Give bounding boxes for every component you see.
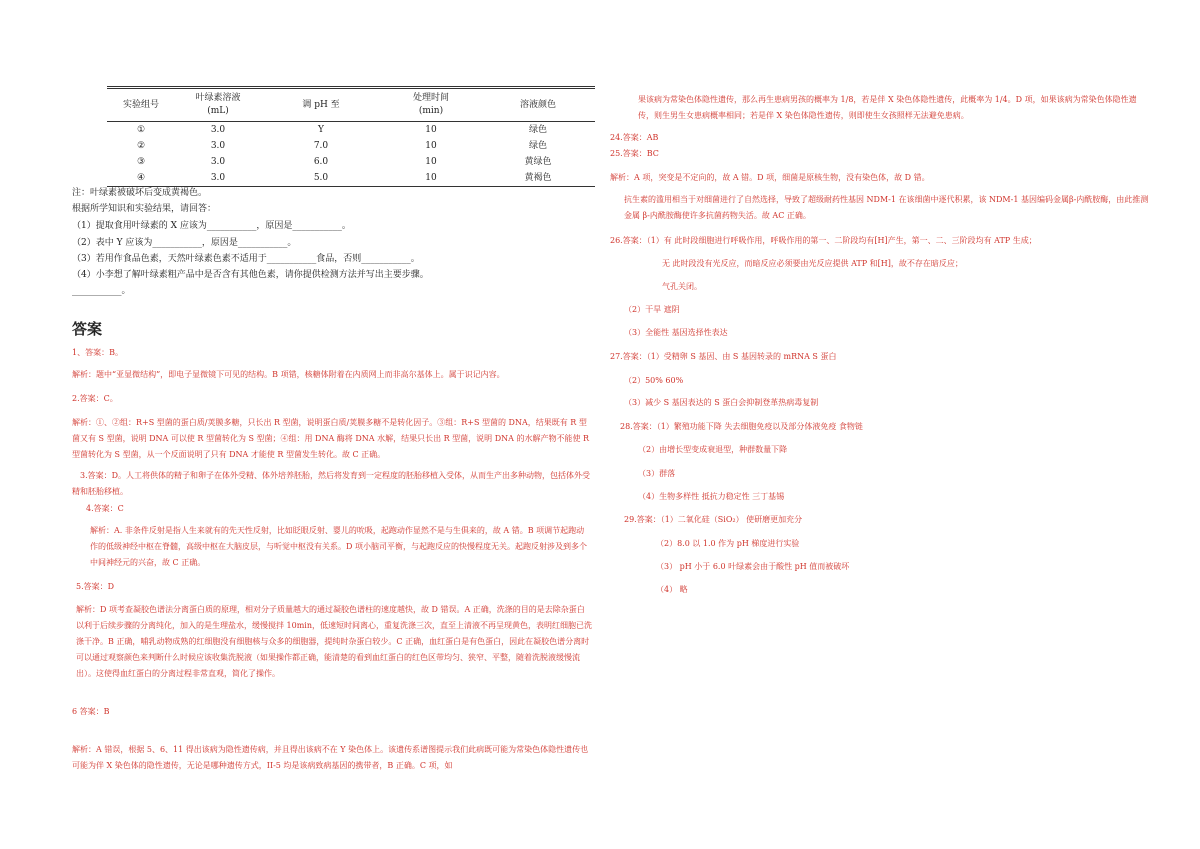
table-cell: ③ (136, 156, 146, 167)
table-header-cell: 调 pH 至 (302, 99, 340, 110)
answer-29: 29.答案：（1）二氧化硅（SiO₂） 使研磨更加充分 (624, 515, 803, 524)
answer-5: 5.答案：D (76, 582, 115, 591)
table-row (107, 138, 595, 154)
table-cell: ① (136, 124, 146, 135)
table-header-cell: 处理时间 (min) (412, 93, 449, 116)
table-header-row (107, 89, 595, 122)
answer-28-4: （4）生物多样性 抵抗力稳定性 三丁基锡 (638, 492, 785, 501)
table-cell: 黄褐色 (524, 172, 552, 183)
table-note: 注：叶绿素被破坏后变成黄褐色。 (72, 188, 208, 198)
question-3: （3）若用作食品色素，天然叶绿素色素不适用于___________食品，否则___________。 (72, 254, 420, 264)
table-cell: 10 (425, 124, 437, 135)
answer-1: 1、答案：B。 (72, 348, 123, 357)
table-cell: Y (318, 124, 324, 135)
answer-27: 27.答案：（1）受精卵 S 基因、由 S 基因转录的 mRNA S 蛋白 (610, 352, 837, 361)
table-cell: 绿色 (528, 124, 547, 135)
table-cell: 10 (425, 140, 437, 151)
table-header-cell: 实验组号 (122, 99, 159, 110)
table-cell: 3.0 (210, 124, 226, 135)
answer-28-3: （3）群落 (638, 469, 676, 478)
question-1: （1）提取食用叶绿素的 X 应该为___________，原因是___________。 (72, 221, 351, 231)
answer-6: 6 答案：B (72, 707, 110, 716)
answer-24: 24.答案：AB (610, 133, 659, 142)
answer-3: 3.答案：D。人工将供体的精子和卵子在体外受精、体外培养胚胎，然后将发育到一定程度的胚胎移植入受体，从而生产出多种动物，包括体外受精和胚胎移植。 (72, 471, 591, 496)
table-cell: 3.0 (210, 156, 226, 167)
table-top-rule (107, 86, 595, 87)
table-row (107, 170, 595, 187)
answer-29-3: （3） pH 小于 6.0 叶绿素会由于酸性 pH 值而被破坏 (656, 562, 850, 571)
table-row (107, 122, 595, 139)
answer-25-explanation: 解析：A 项，突变是不定向的，故 A 错。D 项，细菌是原核生物，没有染色体，故 D 错。 (610, 173, 930, 182)
answer-4-explanation: 解析：A. 非条件反射是指人生来就有的先天性反射，比如眨眼反射、婴儿的吮吸，起跑动作显然不是与生俱来的，故 A 错。B 项调节起跑动作的低级神经中枢在脊髓，高级中枢在大脑皮层，与听觉中枢没有关系。D 项小脑司平衡，与起跑反应的快慢程度无关。起跑反射涉及到多个中间神经元的兴奋，故 C 正确。 (90, 526, 587, 567)
experiment-table (107, 88, 595, 187)
answer-6-explanation: 解析：A 错误，根据 5、6、11 得出该病为隐性遗传病，并且得出该病不在 Y 染色体上。该遗传系谱图提示我们此病既可能为常染色体隐性遗传也可能为伴 X 染色体的隐性遗传，无论是哪种遗传方式，II-5 均是该病致病基因的携带者，B 正确。C 项，如 (72, 745, 589, 770)
answer-28: 28.答案：（1）繁殖功能下降 失去细胞免疫以及部分体液免疫 食物链 (620, 422, 863, 431)
table-cell: 黄绿色 (524, 156, 552, 167)
answer-26-2: （2）干旱 遮阴 (624, 305, 680, 314)
answer-27-2: （2）50% 60% (624, 376, 684, 385)
answer-1-explanation: 解析：题中“亚显微结构”，即电子显微镜下可见的结构。B 项错，核糖体附着在内质网上而非高尔基体上。属于识记内容。 (72, 370, 505, 379)
table-cell: 绿色 (528, 140, 547, 151)
question-4: （4）小李想了解叶绿素粗产品中是否含有其他色素，请你提供检测方法并写出主要步骤。 (72, 270, 429, 280)
question-2: （2）表中 Y 应该为___________，原因是___________。 (72, 238, 297, 248)
table-cell: 6.0 (313, 156, 329, 167)
answer-29-4: （4） 略 (656, 585, 688, 594)
answer-29-2: （2）8.0 以 1.0 作为 pH 梯度进行实验 (656, 539, 800, 548)
table-cell: ④ (136, 172, 146, 183)
table-header-cell: 叶绿素溶液 (mL) (195, 93, 241, 116)
answer-28-2: （2）由增长型变成衰退型，种群数量下降 (638, 445, 788, 454)
answer-2-explanation: 解析：①、②组：R+S 型菌的蛋白质/荚膜多糖，只长出 R 型菌，说明蛋白质/荚膜多糖不是转化因子。③组：R+S 型菌的 DNA，结果既有 R 型菌又有 S 型菌，说明 DNA 可以使 R 型菌转化为 S 型菌；④组：用 DNA 酶将 DNA 水解，结果只长出 R 型菌，说明 DNA 的水解产物不能使 R 型菌转化为 S 型菌，从一个反面说明了只有 DNA 才能使 R 型菌发生转化。故 C 正确。 (72, 418, 590, 459)
question-intro: 根据所学知识和实验结果，请回答： (72, 204, 217, 214)
answer-6-continued: 果该病为常染色体隐性遗传，那么再生患病男孩的概率为 1/8，若是伴 X 染色体隐性遗传，此概率为 1/4。D 项，如果该病为常染色体隐性遗传，则生男生女患病概率相同；若是伴 X 染色体隐性遗传，则即使生女孩照样无法避免患病。 (638, 95, 1137, 120)
question-4-blank: ___________。 (72, 286, 131, 296)
answer-25: 25.答案：BC (610, 149, 659, 158)
table-cell: 10 (425, 172, 437, 183)
table-cell: 3.0 (210, 172, 226, 183)
answer-26: 26.答案：（1）有 此时段细胞进行呼吸作用，呼吸作用的第一、二阶段均有[H]产生，第一、二、三阶段均有 ATP 生成； (610, 236, 1037, 245)
table-row (107, 154, 595, 170)
answer-26-3: （3）全能性 基因选择性表达 (624, 328, 728, 337)
answer-4: 4.答案：C (86, 504, 124, 513)
table-cell: 10 (425, 156, 437, 167)
table-cell: 7.0 (313, 140, 329, 151)
answer-27-3: （3）减少 S 基因表达的 S 蛋白会抑制登革热病毒复制 (624, 398, 819, 407)
answer-2: 2.答案：C。 (72, 394, 118, 403)
table-cell: 3.0 (210, 140, 226, 151)
answer-26-part-b: 无 此时段没有光反应，而暗反应必须要由光反应提供 ATP 和[H]，故不存在暗反应； (662, 259, 963, 268)
answers-heading: 答案 (72, 320, 103, 338)
table-cell: 5.0 (313, 172, 329, 183)
answer-5-explanation: 解析：D 项考查凝胶色谱法分离蛋白质的原理，相对分子质量越大的通过凝胶色谱柱的速度越快，故 D 错误。A 正确，洗涤的目的是去除杂蛋白以利于后续步骤的分离纯化，加入的是生理盐水，缓慢搅拌 10min，低速短时间离心，重复洗涤三次，直至上清液不再呈现黄色，表明红细胞已洗涤干净。B 正确，哺乳动物成熟的红细胞没有细胞核与众多的细胞器，提纯时杂蛋白较少。C 正确，血红蛋白是有色蛋白，因此在凝胶色谱分离时可以通过观察颜色来判断什么时候应该收集洗脱液（如果操作都正确，能清楚的看到血红蛋白的红色区带均匀、狭窄、平整，随着洗脱液缓慢流出）。这使得血红蛋白的分离过程非常直观，简化了操作。 (76, 605, 593, 678)
answer-25-explanation-2: 抗生素的滥用相当于对细菌进行了自然选择，导致了超级耐药性基因 NDM-1 在该细菌中逐代积累，该 NDM-1 基因编码金属β-内酰胺酶，由此推测金属 β-内酰胺酶使许多抗菌药物失活。故 AC 正确。 (624, 195, 1149, 220)
table-header-cell: 溶液颜色 (519, 99, 556, 110)
answer-26-part-c: 气孔关闭。 (662, 282, 702, 291)
table-cell: ② (136, 140, 146, 151)
